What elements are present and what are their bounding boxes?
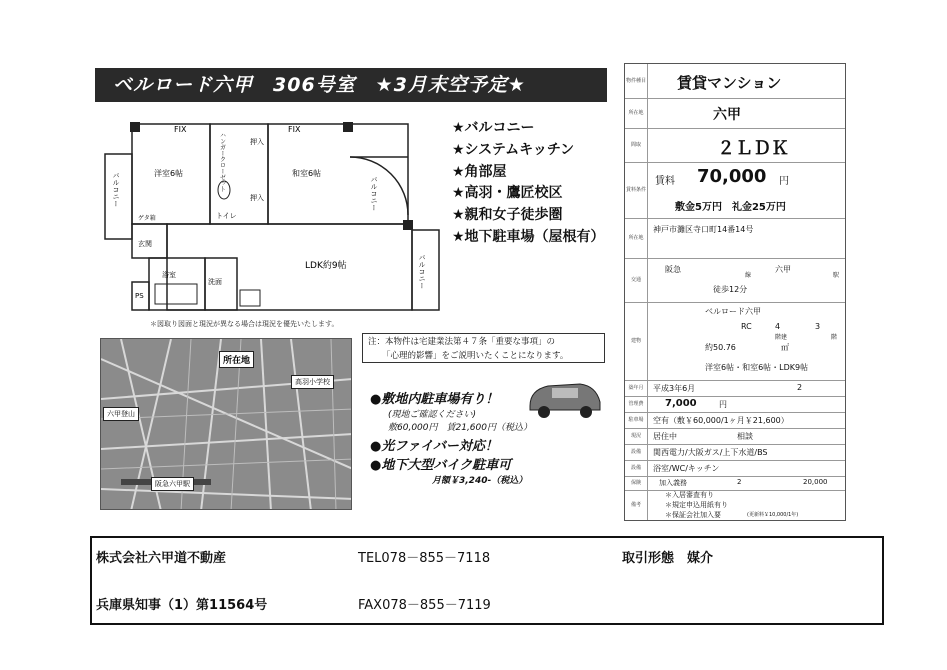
feature-item: ★高羽・鷹匠校区 <box>452 185 563 202</box>
floor-plan <box>100 112 440 320</box>
room-toilet: トイレ <box>216 212 237 220</box>
header-area: 所在地 <box>625 98 648 128</box>
room-oshiire1: 押入 <box>250 138 264 146</box>
header-rent: 賃料条件 <box>625 162 648 218</box>
promo-parking-note: (現地ご確認ください) <box>388 410 477 420</box>
room-oshiire2: 押入 <box>250 194 264 202</box>
management-fee-unit: 円 <box>719 400 727 409</box>
map-location-label: 所在地 <box>219 351 254 368</box>
floor-area-unit: ㎡ <box>781 343 789 352</box>
remark-3-note: (更新料￥10,000/1年) <box>747 512 799 518</box>
feature-item: ★バルコニー <box>452 120 535 136</box>
parking-info: 空有（敷￥60,000/1ヶ月￥21,600） <box>653 416 789 425</box>
property-kind: 賃貸マンション <box>677 74 782 92</box>
promo-parking: ●敷地内駐車場有り！ <box>370 392 499 407</box>
room-washitsu: 和室6帖 <box>292 169 322 178</box>
remark-3: ＊保証会社加入要 <box>665 511 721 519</box>
license-number: 兵庫県知事（1）第11564号 <box>96 598 268 613</box>
agent-footer <box>90 536 884 625</box>
feature-item: ★地下駐車場（屋根有） <box>452 228 605 245</box>
header-utilities: 設備 <box>625 444 648 460</box>
header-building: 建物 <box>625 302 648 380</box>
floor-area: 約50.76 <box>705 343 736 352</box>
balcony-right: バルコニー <box>418 254 426 289</box>
rent-label: 賃料 <box>655 176 675 187</box>
contract-years: 2 <box>797 383 803 392</box>
property-area: 六甲 <box>713 107 741 123</box>
insurance-amount: 20,000 <box>803 478 828 486</box>
station-name: 六甲 <box>775 265 791 274</box>
floor-suffix: 階 <box>831 334 838 341</box>
room-hanger: ハンガークローゼット <box>218 132 226 192</box>
header-access: 交通 <box>625 258 648 302</box>
transaction-type: 取引形態 媒介 <box>622 551 714 566</box>
floors-total: 4 <box>775 322 781 331</box>
room-getabako: ゲタ箱 <box>138 215 156 222</box>
notice-line1: 注：本物件は宅建業法第４７条「重要な事項」の <box>368 337 556 347</box>
floors-unit: 階建 <box>775 334 788 341</box>
current-status: 居住中 <box>653 432 677 441</box>
header-kind: 物件種目 <box>625 64 648 98</box>
header-remarks: 備考 <box>625 490 648 520</box>
header-status: 現況 <box>625 428 648 444</box>
header-layout: 間取 <box>625 128 648 162</box>
company-name: 株式会社六甲道不動産 <box>96 551 227 566</box>
room-genkan: 玄関 <box>138 240 152 248</box>
room-senmen: 洗面 <box>208 278 222 286</box>
property-info-panel <box>624 63 846 521</box>
car-image <box>524 376 604 420</box>
facilities: 浴室/WC/キッチン <box>653 464 720 473</box>
deposit-keymoney: 敷金5万円 礼金25万円 <box>675 202 786 213</box>
promo-fiber: ●光ファイバー対応！ <box>370 439 498 454</box>
room-ldk: LDK約9帖 <box>305 261 347 271</box>
notice-line2: 「心理的影響」をご説明いたくことになります。 <box>382 351 569 361</box>
insurance-required: 加入義務 <box>659 479 687 487</box>
balcony-mid: バルコニー <box>370 176 378 211</box>
header-insurance: 保険 <box>625 476 648 490</box>
balcony-left: バルコニー <box>112 172 120 207</box>
remark-2: ＊規定申込用紙有り <box>665 501 728 509</box>
header-mgmt: 管理費 <box>625 396 648 412</box>
train-line: 阪急 <box>665 265 681 274</box>
utilities: 関西電力/大阪ガス/上下水道/BS <box>653 448 768 457</box>
fax-number: FAX078－855－7119 <box>358 598 491 613</box>
header-parking: 駐車場 <box>625 412 648 428</box>
floorplan-note: ＊図取り図面と現況が異なる場合は現況を優先いたします。 <box>150 320 339 328</box>
map-station-label: 阪急六甲駅 <box>151 477 194 491</box>
phone-number: TEL078－855－7118 <box>358 551 491 566</box>
promo-bike-price: 月額￥3,240-（税込） <box>432 476 528 486</box>
disclosure-notice <box>362 333 605 363</box>
train-line-suffix: 線 <box>745 272 752 279</box>
room-youshitsu: 洋室6帖 <box>154 169 184 178</box>
promo-block <box>370 388 532 486</box>
room-breakdown: 洋室6帖・和室6帖・LDK9帖 <box>705 363 809 372</box>
header-facilities: 設備 <box>625 460 648 476</box>
move-in: 相談 <box>737 432 753 441</box>
rent-unit: 円 <box>779 176 789 187</box>
map-mountain-label: 六甲登山 <box>103 407 139 421</box>
property-layout: ２ＬＤＫ <box>717 138 789 159</box>
promo-parking-price: 敷60,000円 賃21,600円（税込） <box>388 423 532 433</box>
header-built: 築年月 <box>625 380 648 396</box>
header-address: 所在地 <box>625 218 648 258</box>
room-yokushitsu: 浴室 <box>162 271 176 279</box>
rent-amount: 70,000 <box>697 166 767 187</box>
insurance-years: 2 <box>737 478 742 486</box>
room-ps: PS <box>135 292 144 300</box>
area-map <box>100 338 352 510</box>
remark-1: ＊入居審査有り <box>665 491 714 499</box>
management-fee: 7,000 <box>665 398 697 409</box>
listing-title: ベルロード六甲 306号室 ★3月末空予定★ <box>95 68 607 102</box>
building-name: ベルロード六甲 <box>705 307 761 316</box>
walk-time: 徒歩12分 <box>713 285 748 294</box>
feature-list <box>452 118 605 249</box>
feature-item: ★角部屋 <box>452 163 507 180</box>
built-date: 平成3年6月 <box>653 384 696 393</box>
map-school-label: 高羽小学校 <box>291 375 334 389</box>
room-fix2: FIX <box>288 125 301 134</box>
feature-item: ★システムキッチン <box>452 141 575 158</box>
promo-bike: ●地下大型バイク駐車可 <box>370 458 512 473</box>
feature-item: ★親和女子徒歩圏 <box>452 207 563 224</box>
room-fix1: FIX <box>174 125 187 134</box>
floor-number: 3 <box>815 322 821 331</box>
address: 神戸市灘区寺口町14番14号 <box>653 225 754 234</box>
structure: RC <box>741 322 752 331</box>
station-suffix: 駅 <box>833 272 840 279</box>
